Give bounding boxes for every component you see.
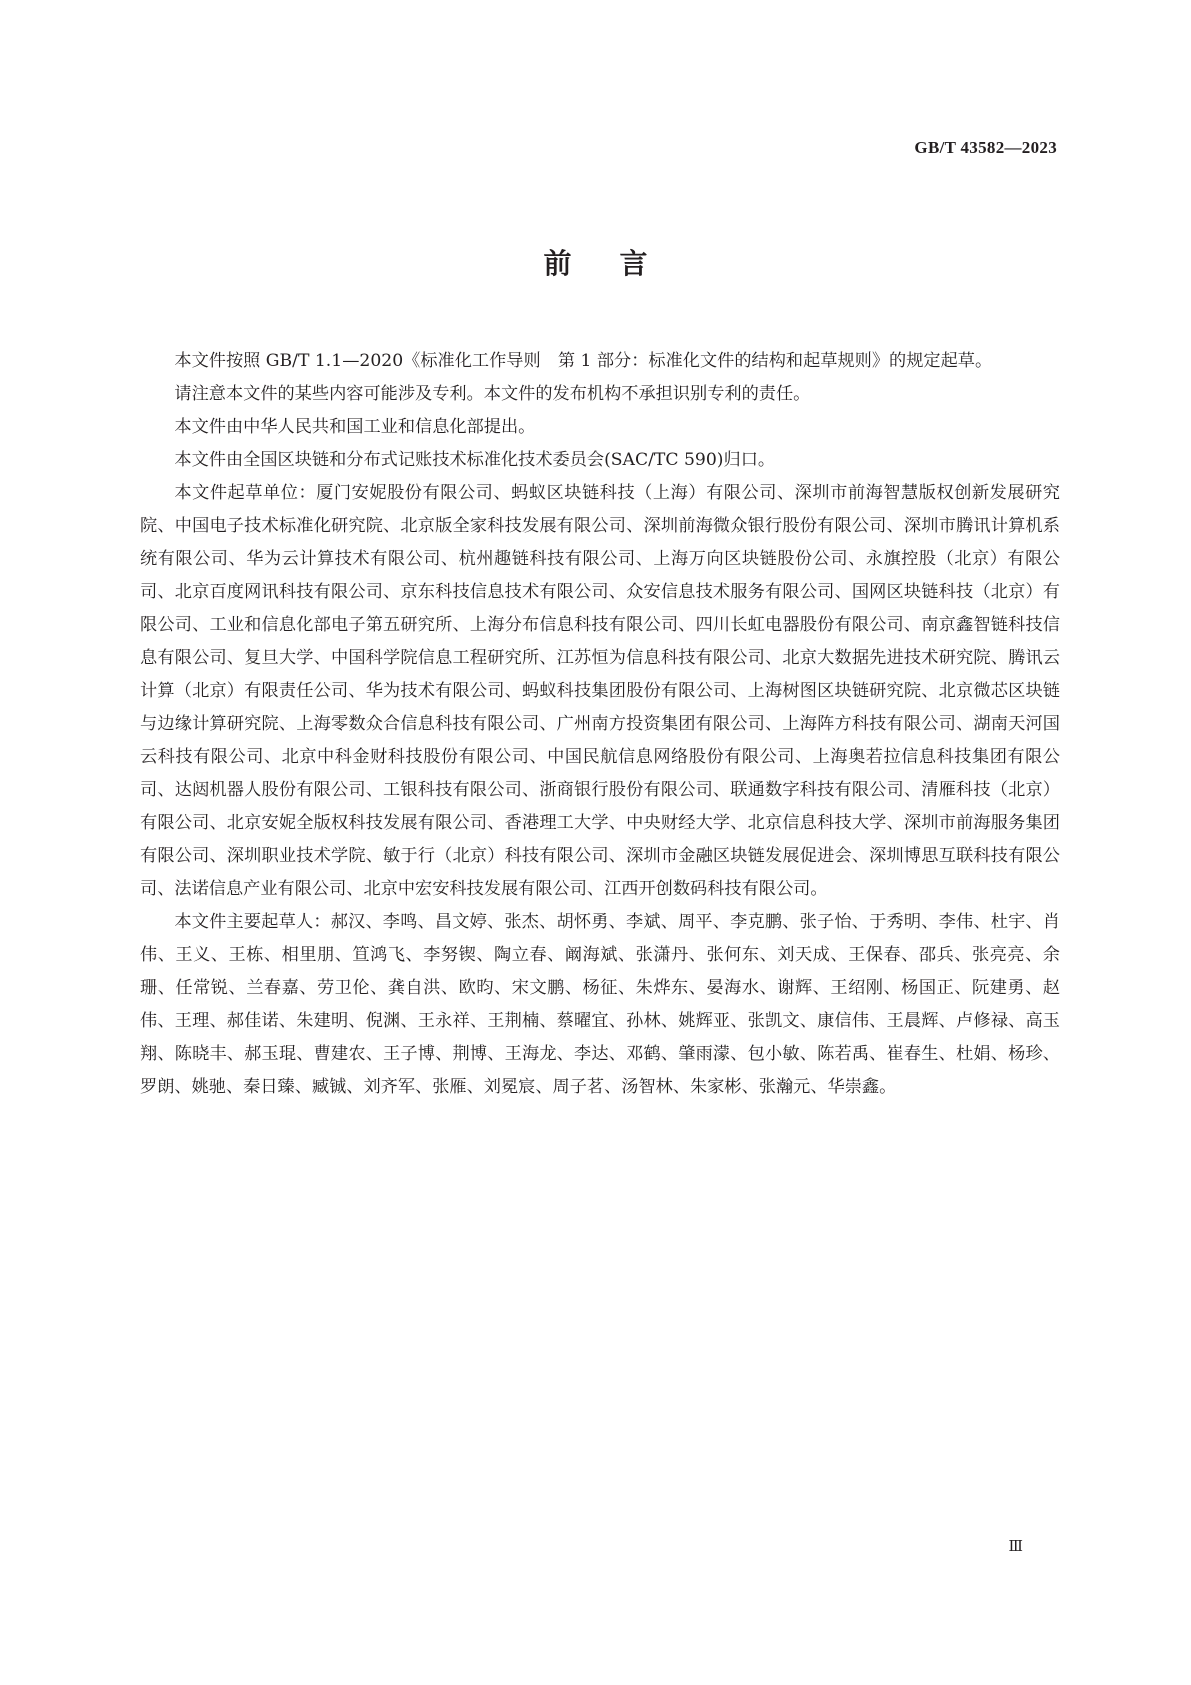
- paragraph-proposed-by: 本文件由中华人民共和国工业和信息化部提出。: [174, 417, 536, 437]
- paragraph-centralized-by: 本文件由全国区块链和分布式记账技术标准化技术委员会(SAC/TC 590)归口。: [174, 450, 776, 470]
- foreword-body: [140, 345, 1060, 1104]
- standard-number: GB/T 43582—2023: [914, 138, 1057, 157]
- paragraph-main-drafters: 本文件主要起草人：郝汉、李鸣、昌文婷、张杰、胡怀勇、李斌、周平、李克鹏、张子怡、于秀明、李伟、杜宇、肖伟、王义、王栋、相里朋、笪鸿飞、李努锲、陶立春、阚海斌、张潇丹、张何东、刘天成、王保春、邵兵、张亮亮、余珊、任常锐、兰春嘉、劳卫伦、龚自洪、欧昀、宋文鹏、杨征、朱烨东、晏海水、谢辉、王绍刚、杨国正、阮建勇、赵伟、王理、郝佳诺、朱建明、倪渊、王永祥、王荆楠、蔡曜宜、孙林、姚辉亚、张凯文、康信伟、王晨辉、卢修禄、高玉翔、陈晓丰、郝玉琨、曹建农、王子博、荆博、王海龙、李达、邓鹤、肇雨濛、包小敏、陈若禹、崔春生、杜娟、杨珍、罗朗、姚驰、秦日臻、臧铖、刘齐军、张雁、刘冕宸、周子茗、汤智林、朱家彬、张瀚元、华崇鑫。: [140, 912, 1060, 1097]
- paragraph-patent-notice: 请注意本文件的某些内容可能涉及专利。本文件的发布机构不承担识别专利的责任。: [174, 384, 811, 404]
- page-title: 前言: [543, 247, 696, 280]
- page-number: Ⅲ: [1008, 1539, 1023, 1555]
- paragraph-drafting-rules: 本文件按照 GB/T 1.1—2020《标准化工作导则 第 1 部分：标准化文件的结构和起草规则》的规定起草。: [174, 351, 993, 371]
- paragraph-drafting-units: 本文件起草单位：厦门安妮股份有限公司、蚂蚁区块链科技（上海）有限公司、深圳市前海智慧版权创新发展研究院、中国电子技术标准化研究院、北京版全家科技发展有限公司、深圳前海微众银行股份有限公司、深圳市腾讯计算机系统有限公司、华为云计算技术有限公司、杭州趣链科技有限公司、上海万向区块链股份公司、永旗控股（北京）有限公司、北京百度网讯科技有限公司、京东科技信息技术有限公司、众安信息技术服务有限公司、国网区块链科技（北京）有限公司、工业和信息化部电子第五研究所、上海分布信息科技有限公司、四川长虹电器股份有限公司、南京鑫智链科技信息有限公司、复旦大学、中国科学院信息工程研究所、江苏恒为信息科技有限公司、北京大数据先进技术研究院、腾讯云计算（北京）有限责任公司、华为技术有限公司、蚂蚁科技集团股份有限公司、上海树图区块链研究院、北京微芯区块链与边缘计算研究院、上海零数众合信息科技有限公司、广州南方投资集团有限公司、上海阵方科技有限公司、湖南天河国云科技有限公司、北京中科金财科技股份有限公司、中国民航信息网络股份有限公司、上海奥若拉信息科技集团有限公司、达闼机器人股份有限公司、工银科技有限公司、浙商银行股份有限公司、联通数字科技有限公司、清雁科技（北京）有限公司、北京安妮全版权科技发展有限公司、香港理工大学、中央财经大学、北京信息科技大学、深圳市前海服务集团有限公司、深圳职业技术学院、敏于行（北京）科技有限公司、深圳市金融区块链发展促进会、深圳博思互联科技有限公司、法诺信息产业有限公司、北京中宏安科技发展有限公司、江西开创数码科技有限公司。: [140, 483, 1060, 899]
